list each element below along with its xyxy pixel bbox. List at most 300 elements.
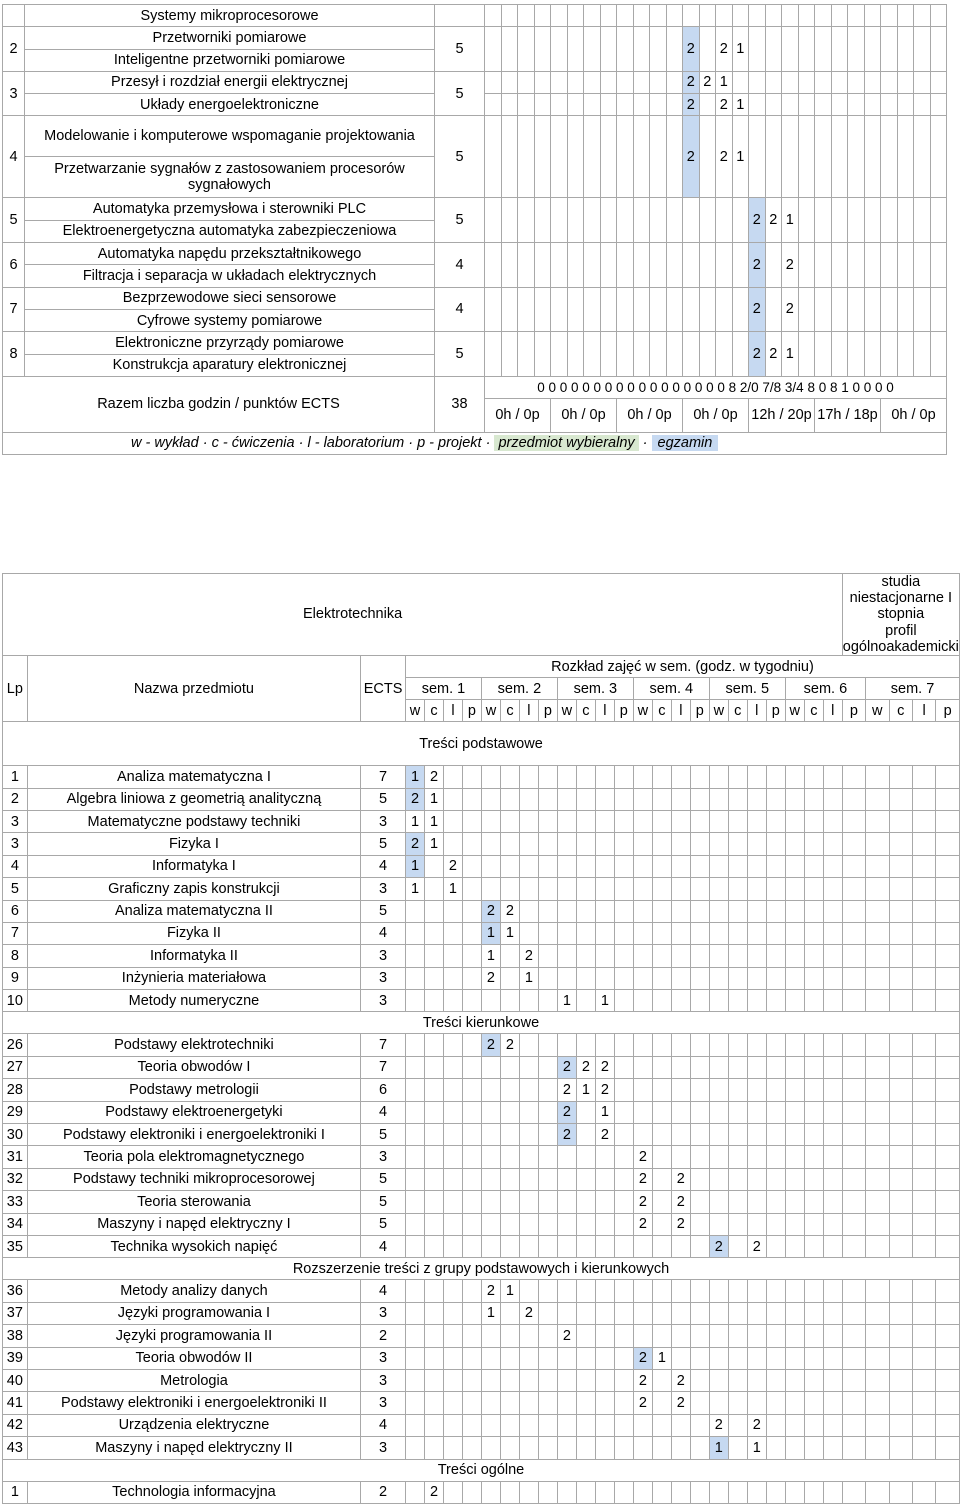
hour-cell — [576, 900, 595, 922]
hour-cell — [785, 922, 804, 944]
hour-cell — [557, 900, 576, 922]
subject-name: Teoria pola elektromagnetycznego — [27, 1146, 360, 1168]
upper-hour-cell — [765, 27, 782, 72]
hour-cell — [866, 900, 889, 922]
upper-subject-name: Konstrukcja aparatury elektronicznej — [25, 354, 435, 376]
hour-cell — [785, 1369, 804, 1391]
hour-cell — [936, 833, 960, 855]
upper-hour-cell — [518, 116, 535, 198]
hour-cell — [481, 1101, 500, 1123]
hour-cell — [936, 1056, 960, 1078]
subject-ects: 5 — [361, 833, 406, 855]
section-title: Treści kierunkowe — [3, 1012, 960, 1034]
section-row — [3, 722, 960, 766]
upper-hour-cell — [518, 243, 535, 288]
hour-cell: 2 — [633, 1392, 652, 1414]
hour-cell — [614, 922, 633, 944]
hour-cell — [936, 1146, 960, 1168]
upper-hour-cell — [732, 287, 749, 332]
hour-cell — [842, 1437, 865, 1459]
hour-cell — [747, 922, 766, 944]
upper-hour-cell — [848, 5, 865, 27]
hour-cell — [823, 1056, 842, 1078]
upper-hour-cell — [765, 243, 782, 288]
name-header: Nazwa przedmiotu — [27, 656, 360, 722]
upper-hour-cell — [485, 332, 502, 377]
hour-cell — [804, 810, 823, 832]
hour-cell — [538, 1056, 557, 1078]
hour-cell — [728, 945, 747, 967]
hour-cell — [538, 1347, 557, 1369]
hour-cell — [425, 855, 444, 877]
hour-cell — [866, 1056, 889, 1078]
subject-row — [3, 945, 960, 967]
hour-cell — [866, 1191, 889, 1213]
upper-hour-cell — [848, 198, 865, 243]
hour-cell — [709, 788, 728, 810]
hour-cell — [747, 833, 766, 855]
hour-cell — [804, 766, 823, 788]
hour-cell — [728, 1124, 747, 1146]
upper-hour-cell — [831, 116, 848, 198]
hour-cell — [709, 967, 728, 989]
hour-cell — [889, 1056, 912, 1078]
hour-cell: 2 — [671, 1369, 690, 1391]
upper-hour-cell — [732, 243, 749, 288]
subject-name: Urządzenia elektryczne — [27, 1414, 360, 1436]
hour-cell — [842, 810, 865, 832]
hour-cell — [519, 1034, 538, 1056]
upper-hour-cell — [930, 94, 947, 116]
hour-cell — [785, 1213, 804, 1235]
hour-cell — [519, 1280, 538, 1302]
hour-cell — [823, 1146, 842, 1168]
hour-cell — [614, 1414, 633, 1436]
subject-name: Podstawy elektrotechniki — [27, 1034, 360, 1056]
totals-label: Razem liczba godzin / punktów ECTS — [3, 376, 435, 432]
hour-cell: 1 — [405, 855, 424, 877]
hour-cell — [557, 1034, 576, 1056]
subcol-header: l — [747, 700, 766, 722]
hour-cell: 2 — [481, 967, 500, 989]
hour-cell — [595, 1347, 614, 1369]
subject-ects: 5 — [361, 1168, 406, 1190]
hour-cell — [842, 1191, 865, 1213]
hour-cell — [766, 1481, 785, 1503]
hour-cell — [747, 1392, 766, 1414]
hour-cell — [633, 766, 652, 788]
upper-row — [3, 5, 947, 27]
upper-hour-cell: 2 — [716, 94, 733, 116]
hour-cell: 1 — [500, 1280, 519, 1302]
hour-cell — [804, 945, 823, 967]
hour-cell — [576, 945, 595, 967]
hour-cell — [785, 1146, 804, 1168]
hour-cell — [633, 1056, 652, 1078]
hour-cell — [481, 1213, 500, 1235]
upper-hour-cell — [485, 287, 502, 332]
hour-cell — [671, 1302, 690, 1324]
hour-cell — [785, 1437, 804, 1459]
upper-hour-cell — [666, 243, 683, 288]
hour-cell — [728, 1280, 747, 1302]
upper-hour-cell — [501, 287, 518, 332]
hour-cell — [842, 1034, 865, 1056]
subject-lp: 3 — [3, 810, 28, 832]
hour-cell — [652, 1191, 671, 1213]
hour-cell — [823, 1191, 842, 1213]
upper-hour-cell — [848, 287, 865, 332]
upper-hour-cell — [617, 243, 634, 288]
upper-hour-cell — [699, 198, 716, 243]
subject-lp: 37 — [3, 1302, 28, 1324]
hour-cell — [652, 1302, 671, 1324]
upper-hour-cell — [765, 287, 782, 332]
hour-cell — [652, 855, 671, 877]
hour-cell — [804, 878, 823, 900]
subcol-header: c — [804, 700, 823, 722]
hour-cell — [936, 945, 960, 967]
hour-cell — [557, 1347, 576, 1369]
hour-cell — [690, 1392, 709, 1414]
upper-hour-cell — [584, 5, 601, 27]
upper-hour-cell — [666, 94, 683, 116]
hour-cell — [766, 1101, 785, 1123]
hour-cell — [405, 967, 424, 989]
upper-hour-cell — [914, 94, 931, 116]
hour-cell — [842, 878, 865, 900]
hour-cell — [443, 967, 462, 989]
subcol-header: p — [690, 700, 709, 722]
hour-cell — [576, 788, 595, 810]
hour-cell: 2 — [633, 1168, 652, 1190]
hour-cell — [823, 1079, 842, 1101]
upper-hour-cell — [518, 71, 535, 93]
hour-cell — [405, 1056, 424, 1078]
hour-cell — [936, 1481, 960, 1503]
hour-cell — [538, 1302, 557, 1324]
hour-cell — [595, 1414, 614, 1436]
subject-name: Języki programowania II — [27, 1325, 360, 1347]
hour-cell — [481, 1146, 500, 1168]
hour-cell — [557, 833, 576, 855]
hour-cell: 2 — [671, 1191, 690, 1213]
upper-hour-cell — [815, 116, 832, 198]
hour-cell — [595, 1369, 614, 1391]
hour-cell — [823, 766, 842, 788]
subject-row — [3, 922, 960, 944]
hour-cell — [709, 1191, 728, 1213]
subject-row — [3, 1056, 960, 1078]
subject-row — [3, 1191, 960, 1213]
subcol-header: c — [576, 700, 595, 722]
page-title: Elektrotechnika — [3, 574, 843, 656]
hour-cell — [595, 1325, 614, 1347]
hour-cell: 1 — [481, 945, 500, 967]
hour-cell — [842, 1302, 865, 1324]
upper-hour-cell — [848, 332, 865, 377]
hour-cell — [709, 878, 728, 900]
subject-name: Języki programowania I — [27, 1302, 360, 1324]
hour-cell — [709, 810, 728, 832]
hour-cell: 1 — [405, 766, 424, 788]
hour-cell — [912, 1302, 935, 1324]
hour-cell: 1 — [500, 922, 519, 944]
upper-ects — [435, 5, 485, 27]
hour-cell — [671, 900, 690, 922]
upper-hour-cell — [551, 287, 568, 332]
hour-cell — [443, 1146, 462, 1168]
hour-cell — [500, 1213, 519, 1235]
upper-hour-cell — [584, 27, 601, 72]
upper-subject-name: Automatyka napędu przekształtnikowego — [25, 243, 435, 265]
hour-cell — [842, 1369, 865, 1391]
subject-row — [3, 1325, 960, 1347]
upper-hour-cell — [666, 71, 683, 93]
subject-lp: 42 — [3, 1414, 28, 1436]
semester-header: sem. 3 — [557, 678, 633, 700]
subject-lp: 10 — [3, 990, 28, 1012]
hour-cell — [462, 1369, 481, 1391]
upper-hour-cell — [749, 5, 766, 27]
upper-hour-cell — [848, 94, 865, 116]
hour-cell — [936, 967, 960, 989]
upper-hour-cell — [485, 116, 502, 198]
upper-hour-cell — [864, 243, 881, 288]
hour-cell — [462, 1414, 481, 1436]
hour-cell — [936, 1280, 960, 1302]
hour-cell — [804, 1056, 823, 1078]
upper-hour-cell — [914, 287, 931, 332]
hour-cell — [912, 900, 935, 922]
hour-cell — [652, 1280, 671, 1302]
hour-cell: 2 — [557, 1325, 576, 1347]
hour-cell — [842, 1280, 865, 1302]
upper-hour-cell — [551, 5, 568, 27]
hour-cell — [519, 1213, 538, 1235]
hour-cell — [405, 922, 424, 944]
upper-hour-cell — [699, 5, 716, 27]
upper-hour-cell — [633, 198, 650, 243]
upper-hour-cell — [765, 5, 782, 27]
hour-cell — [481, 1392, 500, 1414]
hour-cell — [500, 1369, 519, 1391]
hour-cell — [405, 1235, 424, 1257]
hour-cell — [481, 1437, 500, 1459]
upper-hour-cell — [699, 94, 716, 116]
subject-row — [3, 990, 960, 1012]
hour-cell — [709, 1079, 728, 1101]
hour-cell — [671, 833, 690, 855]
hour-cell — [538, 1414, 557, 1436]
subject-ects: 3 — [361, 1369, 406, 1391]
hour-cell — [652, 1369, 671, 1391]
upper-hour-cell — [699, 116, 716, 198]
hour-cell — [785, 855, 804, 877]
subject-lp: 38 — [3, 1325, 28, 1347]
hour-cell — [690, 1414, 709, 1436]
hour-cell — [866, 1079, 889, 1101]
hour-cell — [671, 1101, 690, 1123]
hour-cell — [766, 1302, 785, 1324]
hour-cell — [500, 1056, 519, 1078]
hour-cell — [785, 766, 804, 788]
upper-hour-cell — [617, 116, 634, 198]
hour-cell — [766, 900, 785, 922]
hour-cell — [519, 1101, 538, 1123]
upper-row — [3, 198, 947, 220]
hour-cell — [785, 1280, 804, 1302]
hour-cell — [804, 1079, 823, 1101]
hour-cell — [936, 1168, 960, 1190]
upper-hour-cell — [501, 116, 518, 198]
hour-cell — [538, 1213, 557, 1235]
subject-lp: 1 — [3, 1481, 28, 1503]
subject-ects: 2 — [361, 1325, 406, 1347]
subcol-header: w — [557, 700, 576, 722]
hour-cell: 1 — [595, 1101, 614, 1123]
upper-hour-cell: 2 — [683, 27, 700, 72]
upper-hour-cell — [633, 27, 650, 72]
subject-ects: 4 — [361, 1280, 406, 1302]
subject-row — [3, 1034, 960, 1056]
hour-cell — [462, 1235, 481, 1257]
hour-cell — [823, 1168, 842, 1190]
hour-cell — [519, 833, 538, 855]
hour-cell — [652, 1325, 671, 1347]
upper-hour-cell — [848, 116, 865, 198]
hour-cell — [889, 855, 912, 877]
hour-cell — [866, 1481, 889, 1503]
subject-ects: 3 — [361, 967, 406, 989]
hour-cell — [936, 1124, 960, 1146]
hour-cell — [481, 855, 500, 877]
hour-cell — [462, 1280, 481, 1302]
upper-hour-cell — [666, 198, 683, 243]
hour-cell — [709, 1280, 728, 1302]
hour-cell — [519, 1235, 538, 1257]
hour-cell — [519, 900, 538, 922]
hour-cell — [557, 1146, 576, 1168]
hour-cell — [614, 967, 633, 989]
hour-cell — [671, 1056, 690, 1078]
upper-hour-cell — [518, 27, 535, 72]
hour-cell: 2 — [500, 900, 519, 922]
subcol-header: l — [823, 700, 842, 722]
upper-ects: 5 — [435, 27, 485, 72]
upper-ects: 5 — [435, 198, 485, 243]
subcol-header: l — [443, 700, 462, 722]
hour-cell — [766, 833, 785, 855]
hour-cell — [425, 1437, 444, 1459]
upper-hour-cell — [864, 5, 881, 27]
subject-ects: 3 — [361, 1146, 406, 1168]
upper-hour-cell — [831, 287, 848, 332]
hour-cell — [747, 1280, 766, 1302]
upper-hour-cell — [930, 287, 947, 332]
upper-row — [3, 71, 947, 93]
hour-cell — [912, 1034, 935, 1056]
hour-cell — [576, 1481, 595, 1503]
upper-hour-cell — [485, 243, 502, 288]
upper-hour-cell — [600, 27, 617, 72]
section-row — [3, 1012, 960, 1034]
upper-hour-cell — [600, 332, 617, 377]
hour-cell — [889, 1213, 912, 1235]
hour-cell — [652, 1235, 671, 1257]
subject-row — [3, 900, 960, 922]
hour-cell — [747, 810, 766, 832]
hour-cell — [804, 1481, 823, 1503]
upper-hour-cell — [683, 198, 700, 243]
subcol-header: w — [405, 700, 424, 722]
hour-cell — [576, 1034, 595, 1056]
hour-cell — [728, 1056, 747, 1078]
upper-hour-cell — [881, 332, 898, 377]
hour-cell: 1 — [405, 878, 424, 900]
upper-subject-name: Automatyka przemysłowa i sterowniki PLC — [25, 198, 435, 220]
hour-cell — [785, 1101, 804, 1123]
hour-cell — [443, 810, 462, 832]
subject-name: Technika wysokich napięć — [27, 1235, 360, 1257]
upper-hour-cell — [633, 5, 650, 27]
upper-hour-cell — [501, 198, 518, 243]
hour-cell — [785, 1414, 804, 1436]
hour-cell — [595, 1168, 614, 1190]
subject-name: Teoria sterowania — [27, 1191, 360, 1213]
hour-cell — [823, 922, 842, 944]
hour-cell — [842, 967, 865, 989]
hour-cell — [576, 855, 595, 877]
upper-hour-cell: 2 — [749, 332, 766, 377]
hour-cell — [804, 1325, 823, 1347]
upper-hour-cell — [765, 116, 782, 198]
upper-hour-cell — [914, 198, 931, 243]
hour-cell — [633, 1235, 652, 1257]
hour-cell — [709, 1347, 728, 1369]
hour-cell — [443, 1325, 462, 1347]
hour-cell — [443, 1191, 462, 1213]
legend-item-3: p - projekt — [417, 435, 482, 452]
hour-cell — [500, 1146, 519, 1168]
hour-cell — [614, 1101, 633, 1123]
upper-hour-cell: 1 — [732, 116, 749, 198]
hour-cell — [842, 1235, 865, 1257]
upper-hour-cell — [518, 287, 535, 332]
hour-cell — [785, 990, 804, 1012]
upper-hour-cell — [518, 332, 535, 377]
upper-hour-cell — [798, 116, 815, 198]
hour-cell — [519, 990, 538, 1012]
subject-lp: 1 — [3, 766, 28, 788]
hour-cell — [614, 810, 633, 832]
hour-cell — [804, 1213, 823, 1235]
hour-cell — [866, 945, 889, 967]
hour-cell — [576, 1325, 595, 1347]
subject-ects: 3 — [361, 1302, 406, 1324]
hour-cell — [425, 1414, 444, 1436]
subject-name: Podstawy elektroniki i energoelektroniki II — [27, 1392, 360, 1414]
hour-cell — [766, 1235, 785, 1257]
subject-row — [3, 833, 960, 855]
hour-cell — [500, 878, 519, 900]
hour-cell — [936, 1034, 960, 1056]
subject-lp: 32 — [3, 1168, 28, 1190]
upper-hour-cell — [584, 71, 601, 93]
hour-cell — [614, 1213, 633, 1235]
upper-hour-cell: 1 — [782, 332, 799, 377]
upper-hour-cell — [716, 5, 733, 27]
